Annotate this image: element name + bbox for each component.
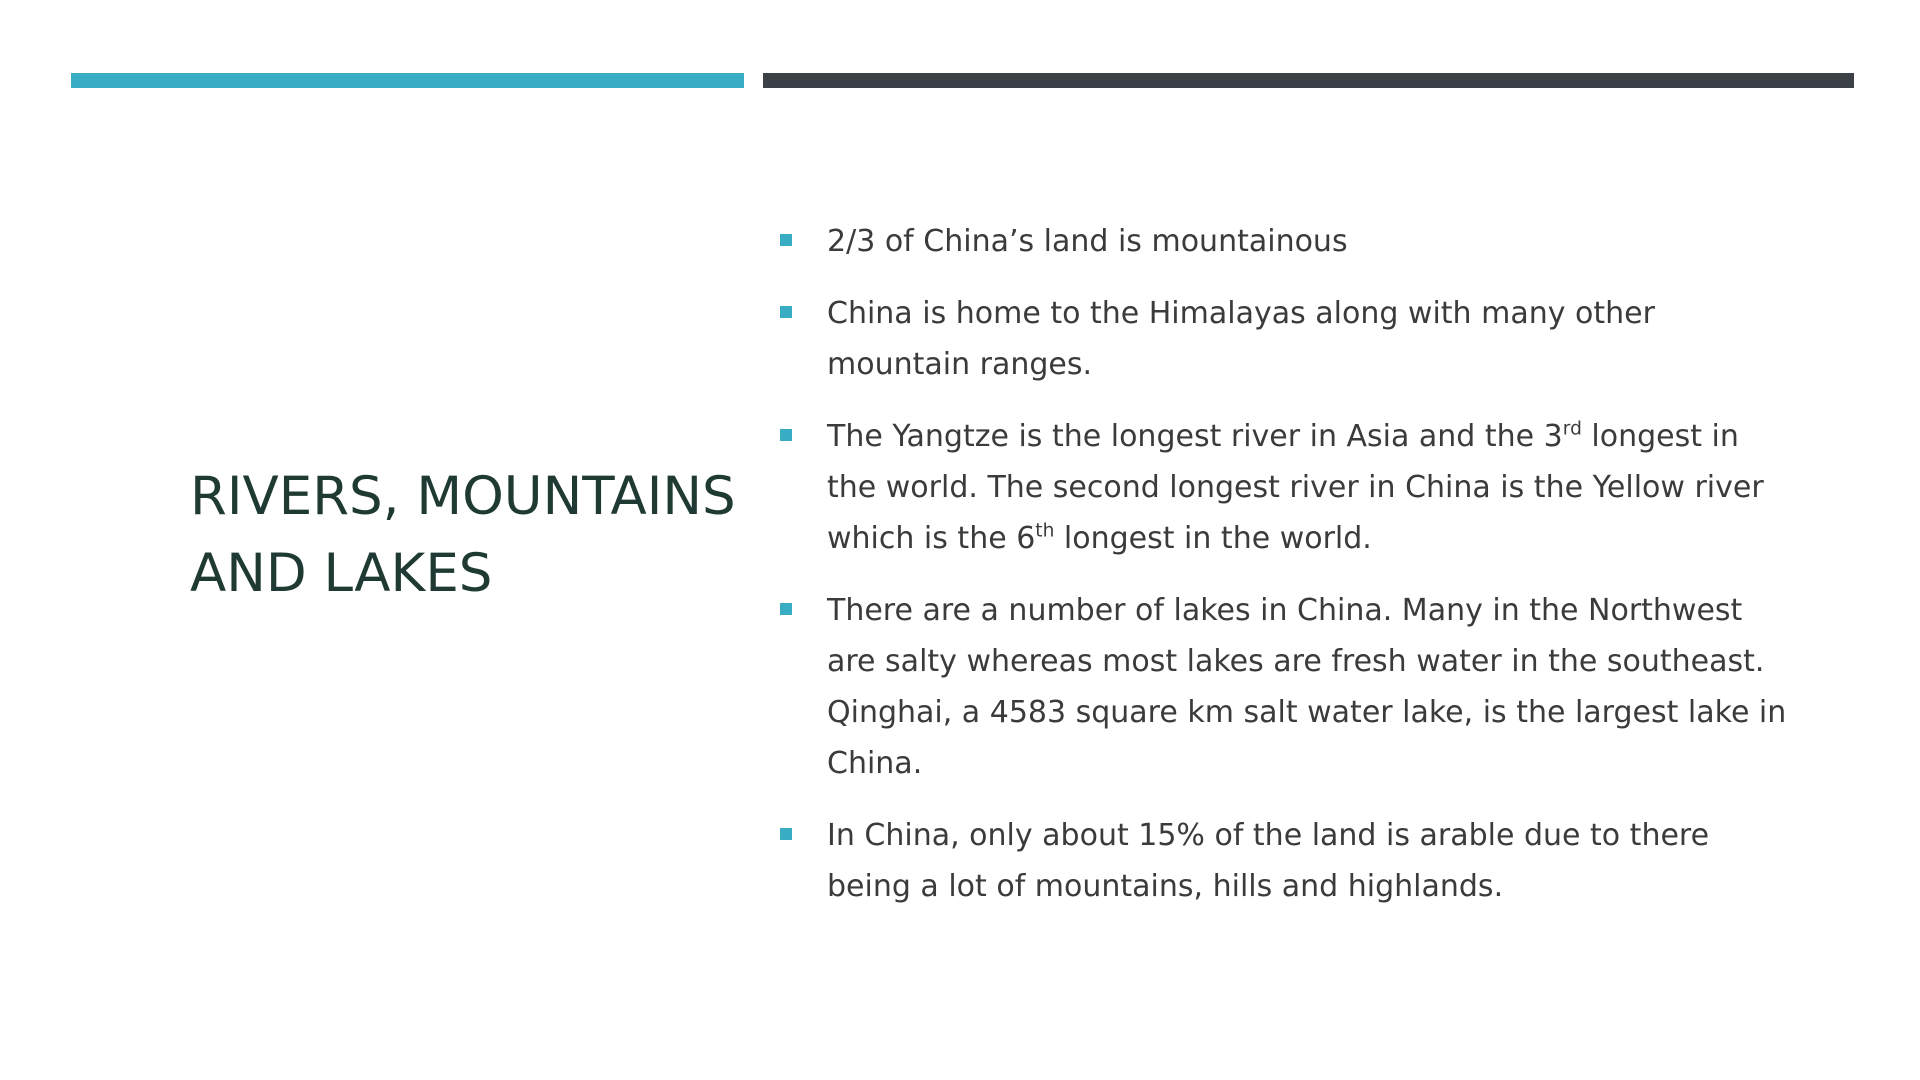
slide-title: RIVERS, MOUNTAINS AND LAKES	[190, 466, 736, 604]
bullet-item-3	[775, 411, 1795, 564]
bullet-text: 2/3 of China’s land is mountainous	[827, 224, 1348, 259]
ordinal-suffix: rd	[1562, 418, 1582, 440]
ordinal-suffix: th	[1035, 520, 1055, 542]
bullet-text: There are a number of lakes in China. Many in the Northwest are salty whereas most lakes are fresh water in the southeast. Qinghai, a 4583 square km salt water lake, is the largest lake in China.	[827, 593, 1787, 781]
bullet-list	[775, 216, 1795, 933]
accent-bar-teal	[71, 73, 744, 88]
bullet-text: longest in the world.	[1054, 521, 1372, 556]
bullet-text: In China, only about 15% of the land is arable due to there being a lot of mountains, hills and highlands.	[827, 818, 1710, 904]
square-bullet-icon	[780, 234, 792, 246]
bullet-item-1	[775, 216, 1795, 267]
square-bullet-icon	[780, 603, 792, 615]
bullet-text: China is home to the Himalayas along with many other mountain ranges.	[827, 296, 1655, 382]
square-bullet-icon	[780, 429, 792, 441]
square-bullet-icon	[780, 828, 792, 840]
bullet-item-2	[775, 288, 1795, 390]
bullet-item-4	[775, 585, 1795, 789]
bullet-item-5	[775, 810, 1795, 912]
accent-bar-dark	[763, 73, 1854, 88]
square-bullet-icon	[780, 306, 792, 318]
bullet-text: longest in the world. The second longest river in China is the Yellow river which is the 6	[827, 419, 1764, 556]
bullet-text: The Yangtze is the longest river in Asia and the 3	[827, 419, 1563, 454]
